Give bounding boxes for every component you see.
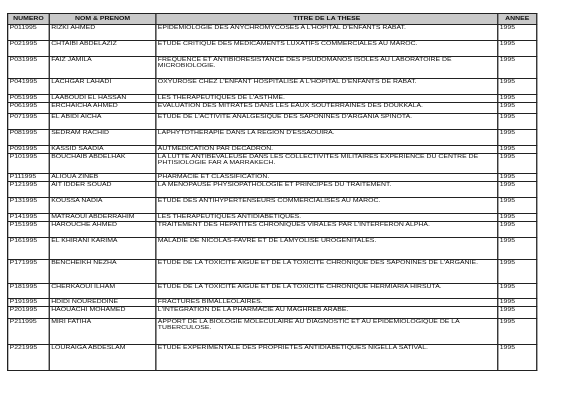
- cell-nom-prenom: FAIZ JAMILA: [49, 57, 156, 79]
- cell-titre: ETUDE DES ANTIHYPERTENSEURS COMMERCIALISES AU MAROC.: [156, 198, 498, 214]
- cell-numero: P201995: [8, 307, 50, 319]
- table-row: [8, 114, 537, 130]
- cell-numero: P171995: [8, 260, 50, 284]
- cell-annee: 1995: [498, 103, 537, 114]
- header-nom-prenom: NOM & PRENOM: [49, 14, 156, 25]
- cell-annee: 1995: [498, 182, 537, 198]
- cell-titre: LES THERAPEUTIQUES DE L'ASTHME.: [156, 95, 498, 103]
- cell-numero: P131995: [8, 198, 50, 214]
- table-row: [8, 198, 537, 214]
- table-row: [8, 130, 537, 146]
- cell-nom-prenom: KASSID SAADIA: [49, 146, 156, 154]
- cell-annee: 1995: [498, 130, 537, 146]
- cell-titre: OXYUROSE CHEZ L'ENFANT HOSPITALISE A L'HOPITAL D'ENFANTS DE RABAT.: [156, 79, 498, 95]
- cell-nom-prenom: HAROUCHE AHMED: [49, 222, 156, 238]
- cell-nom-prenom: CHERKAOUI ILHAM: [49, 284, 156, 299]
- cell-annee: 1995: [498, 198, 537, 214]
- cell-numero: P211995: [8, 319, 50, 345]
- cell-annee: 1995: [498, 222, 537, 238]
- cell-numero: P141995: [8, 214, 50, 222]
- cell-numero: P101995: [8, 154, 50, 174]
- table-row: [8, 214, 537, 222]
- table-row: [8, 95, 537, 103]
- table-row: [8, 307, 537, 319]
- cell-titre: EPIDEMIOLOGIE DES ANYCHROMYCOSES A L'HOPITAL D'ENFANTS RABAT.: [156, 25, 498, 41]
- cell-numero: P191995: [8, 299, 50, 307]
- cell-nom-prenom: BOUCHAIB ABDELHAK: [49, 154, 156, 174]
- cell-numero: P181995: [8, 284, 50, 299]
- cell-nom-prenom: MATRAOUI ABDERRAHIM: [49, 214, 156, 222]
- cell-numero: P011995: [8, 25, 50, 41]
- cell-annee: 1995: [498, 95, 537, 103]
- cell-titre: L'INTEGRATION DE LA PHARMACIE AU MAGHREB ARABE.: [156, 307, 498, 319]
- table-row: [8, 260, 537, 284]
- cell-annee: 1995: [498, 284, 537, 299]
- cell-nom-prenom: EL ABIDI AICHA: [49, 114, 156, 130]
- table-row: [8, 238, 537, 260]
- cell-numero: P081995: [8, 130, 50, 146]
- cell-annee: 1995: [498, 319, 537, 345]
- cell-nom-prenom: SEDRAM RACHID: [49, 130, 156, 146]
- table-row: [8, 79, 537, 95]
- cell-titre: AUTMEDICATION PAR DECADRON.: [156, 146, 498, 154]
- cell-nom-prenom: ERCHAICHA AHMED: [49, 103, 156, 114]
- cell-annee: 1995: [498, 114, 537, 130]
- table-row: [8, 146, 537, 154]
- cell-numero: P021995: [8, 41, 50, 57]
- cell-numero: P061995: [8, 103, 50, 114]
- cell-numero: P031995: [8, 57, 50, 79]
- cell-annee: 1995: [498, 214, 537, 222]
- thesis-sheet: [7, 13, 536, 371]
- cell-numero: P151995: [8, 222, 50, 238]
- cell-titre: PHARMACIE ET CLASSIFICATION.: [156, 174, 498, 182]
- cell-annee: 1995: [498, 146, 537, 154]
- cell-titre: TRAITEMENT DES HEPATITES CHRONIQUES VIRALES PAR L'INTERFERON ALPHA.: [156, 222, 498, 238]
- cell-numero: P221995: [8, 345, 50, 371]
- cell-nom-prenom: ALIOUA ZINEB: [49, 174, 156, 182]
- table-row: [8, 284, 537, 299]
- cell-titre: LA LUTTE ANTIBEVALEUSE DANS LES COLLECTIVITES MILITAIRES EXPERIENCE DU CENTRE DE PHTISIOLOGIE FAR A MARRAKECH.: [156, 154, 498, 174]
- cell-annee: 1995: [498, 345, 537, 371]
- cell-nom-prenom: LOURAIGA ABDESLAM: [49, 345, 156, 371]
- table-row: [8, 154, 537, 174]
- cell-titre: LA MENOPAUSE PHYSIOPATHOLOGIE ET PRINCIPES DU TRAITEMENT.: [156, 182, 498, 198]
- cell-annee: 1995: [498, 307, 537, 319]
- cell-titre: ETUDE DE LA TOXICITE AIGUE ET DE LA TOXICITE CHRONIQUE DES SAPONINES DE L'ARGANIE.: [156, 260, 498, 284]
- table-body: [8, 25, 537, 371]
- cell-nom-prenom: LACHGAR LAHADI: [49, 79, 156, 95]
- table-row: [8, 57, 537, 79]
- cell-titre: ETUDE DE LA TOXICITE AIGUE ET DE LA TOXICITE CHRONIQUE HERMIARIA HIRSUTA.: [156, 284, 498, 299]
- header-numero: NUMERO: [8, 14, 50, 25]
- table-row: [8, 222, 537, 238]
- table-row: [8, 103, 537, 114]
- table-row: [8, 25, 537, 41]
- table-row: [8, 182, 537, 198]
- table-row: [8, 319, 537, 345]
- cell-titre: LAPHYTOTHERAPIE DANS LA REGION D'ESSAOUIRA.: [156, 130, 498, 146]
- cell-numero: P111995: [8, 174, 50, 182]
- cell-nom-prenom: RIZKI AHMED: [49, 25, 156, 41]
- cell-titre: LES THERAPEUTIQUES ANTIDIABETIQUES.: [156, 214, 498, 222]
- header-titre: TITRE DE LA THESE: [156, 14, 498, 25]
- cell-numero: P161995: [8, 238, 50, 260]
- cell-annee: 1995: [498, 154, 537, 174]
- cell-nom-prenom: MIRI FATIHA: [49, 319, 156, 345]
- cell-annee: 1995: [498, 57, 537, 79]
- cell-titre: ETUDE EXPERIMENTALE DES PROPRIETES ANTIDIABETIQUES NIGELLA SATIVAL.: [156, 345, 498, 371]
- cell-numero: P051995: [8, 95, 50, 103]
- cell-annee: 1995: [498, 41, 537, 57]
- cell-nom-prenom: CHTAIBI ABDELAZIZ: [49, 41, 156, 57]
- cell-numero: P121995: [8, 182, 50, 198]
- cell-titre: FRACTURES BIMALLEOLAIRES.: [156, 299, 498, 307]
- cell-nom-prenom: AIT IDDER SOUAD: [49, 182, 156, 198]
- cell-titre: EVALUATION DES MITRATES DANS LES EAUX SOUTERRAINES DES DOUKKALA.: [156, 103, 498, 114]
- header-annee: ANNEE: [498, 14, 537, 25]
- table-row: [8, 41, 537, 57]
- cell-nom-prenom: KOUSSA NADIA: [49, 198, 156, 214]
- cell-nom-prenom: HAOUACHI MOHAMED: [49, 307, 156, 319]
- header-row: [8, 14, 537, 25]
- cell-numero: P041995: [8, 79, 50, 95]
- thesis-table: [7, 13, 537, 371]
- cell-nom-prenom: EL KHIRANI KARIMA: [49, 238, 156, 260]
- cell-titre: MALADIE DE NICOLAS-FAVRE ET DE LAMYOLISE UROGENITALES.: [156, 238, 498, 260]
- cell-annee: 1995: [498, 238, 537, 260]
- cell-titre: ETUDE DE L'ACTIVITE ANALGESIQUE DES SAPONINES D'ARGANIA SPINOTA.: [156, 114, 498, 130]
- cell-numero: P091995: [8, 146, 50, 154]
- cell-nom-prenom: LAABOUDI EL HASSAN: [49, 95, 156, 103]
- cell-annee: 1995: [498, 299, 537, 307]
- cell-titre: APPORT DE LA BIOLOGIE MOLECULAIRE AU DIAGNOSTIC ET AU EPIDEMIOLOGIQUE DE LA TUBERCULOSE.: [156, 319, 498, 345]
- cell-annee: 1995: [498, 260, 537, 284]
- table-row: [8, 345, 537, 371]
- cell-annee: 1995: [498, 174, 537, 182]
- table-row: [8, 299, 537, 307]
- cell-annee: 1995: [498, 79, 537, 95]
- cell-titre: ETUDE CRITIQUE DES MEDICAMENTS LUXATIFS COMMERCIALES AU MAROC.: [156, 41, 498, 57]
- cell-nom-prenom: HDIDI NOUREDDINE: [49, 299, 156, 307]
- table-row: [8, 174, 537, 182]
- cell-nom-prenom: BENCHEIKH NEZHA: [49, 260, 156, 284]
- cell-titre: FREQUENCE ET ANTIBIORESISTANCE DES PSUDOMANOS ISOLES AU LABORATOIRE DE MICROBIOLOGIE.: [156, 57, 498, 79]
- cell-annee: 1995: [498, 25, 537, 41]
- cell-numero: P071995: [8, 114, 50, 130]
